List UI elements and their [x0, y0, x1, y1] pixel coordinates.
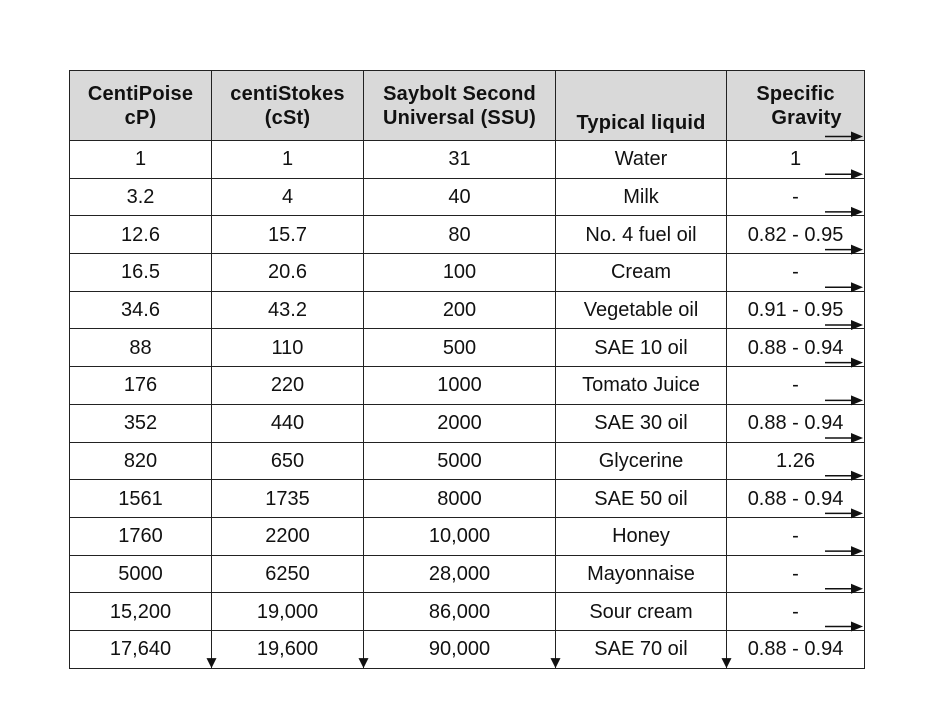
- cell-centipoise: 3.2: [70, 178, 212, 216]
- header-saybolt-line-2: Universal (SSU): [382, 106, 537, 129]
- cell-centistokes: 220: [212, 367, 364, 405]
- cell-typical-liquid: Cream: [556, 254, 727, 292]
- cell-specific-gravity: 0.91 - 0.95: [727, 291, 865, 329]
- table-row: [70, 517, 865, 555]
- cell-centistokes: 6250: [212, 555, 364, 593]
- cell-centistokes: 650: [212, 442, 364, 480]
- cell-saybolt: 90,000: [364, 630, 556, 668]
- cell-centipoise: 88: [70, 329, 212, 367]
- header-centistokes-line-1: centiStokes: [230, 82, 345, 105]
- cell-typical-liquid: Tomato Juice: [556, 367, 727, 405]
- header-centistokes: [212, 71, 364, 141]
- table-row: [70, 178, 865, 216]
- header-row: [70, 71, 865, 141]
- cell-centipoise: 15,200: [70, 593, 212, 631]
- cell-saybolt: 100: [364, 254, 556, 292]
- table-row: [70, 216, 865, 254]
- cell-specific-gravity: -: [727, 517, 865, 555]
- cell-typical-liquid: Glycerine: [556, 442, 727, 480]
- cell-specific-gravity: 0.88 - 0.94: [727, 630, 865, 668]
- cell-saybolt: 2000: [364, 404, 556, 442]
- cell-centistokes: 1735: [212, 480, 364, 518]
- cell-centistokes: 19,000: [212, 593, 364, 631]
- cell-centipoise: 1: [70, 141, 212, 179]
- cell-saybolt: 40: [364, 178, 556, 216]
- table-row: [70, 442, 865, 480]
- cell-specific-gravity: -: [727, 555, 865, 593]
- header-centipoise-line-1: CentiPoise: [87, 82, 194, 105]
- cell-saybolt: 80: [364, 216, 556, 254]
- cell-centistokes: 2200: [212, 517, 364, 555]
- cell-saybolt: 200: [364, 291, 556, 329]
- cell-specific-gravity: -: [727, 254, 865, 292]
- cell-centipoise: 820: [70, 442, 212, 480]
- cell-centistokes: 110: [212, 329, 364, 367]
- header-centistokes-line-2: (cSt): [264, 106, 311, 129]
- cell-saybolt: 500: [364, 329, 556, 367]
- cell-specific-gravity: 0.88 - 0.94: [727, 480, 865, 518]
- cell-centipoise: 34.6: [70, 291, 212, 329]
- header-centipoise: [70, 71, 212, 141]
- cell-typical-liquid: Water: [556, 141, 727, 179]
- cell-saybolt: 86,000: [364, 593, 556, 631]
- cell-saybolt: 28,000: [364, 555, 556, 593]
- cell-specific-gravity: 0.88 - 0.94: [727, 329, 865, 367]
- header-specific-gravity: [727, 71, 865, 141]
- table-row: [70, 555, 865, 593]
- cell-centipoise: 352: [70, 404, 212, 442]
- cell-typical-liquid: Vegetable oil: [556, 291, 727, 329]
- cell-typical-liquid: Honey: [556, 517, 727, 555]
- viscosity-table-wrapper: [69, 70, 864, 669]
- table-row: [70, 291, 865, 329]
- table-row: [70, 630, 865, 668]
- table-row: [70, 480, 865, 518]
- header-saybolt: [364, 71, 556, 141]
- table-row: [70, 254, 865, 292]
- cell-typical-liquid: SAE 30 oil: [556, 404, 727, 442]
- cell-saybolt: 5000: [364, 442, 556, 480]
- table-row: [70, 367, 865, 405]
- cell-centipoise: 1760: [70, 517, 212, 555]
- header-typical-liquid: [556, 71, 727, 141]
- header-specific-gravity-line-2: Gravity: [771, 106, 842, 129]
- header-centipoise-line-2: cP): [124, 106, 157, 129]
- cell-typical-liquid: Sour cream: [556, 593, 727, 631]
- viscosity-conversion-table: [69, 70, 865, 669]
- cell-specific-gravity: 1.26: [727, 442, 865, 480]
- cell-centipoise: 17,640: [70, 630, 212, 668]
- header-typical-liquid-line-1: Typical liquid: [576, 112, 706, 134]
- cell-centistokes: 440: [212, 404, 364, 442]
- cell-centipoise: 12.6: [70, 216, 212, 254]
- cell-centipoise: 16.5: [70, 254, 212, 292]
- cell-centistokes: 19,600: [212, 630, 364, 668]
- cell-saybolt: 1000: [364, 367, 556, 405]
- cell-centipoise: 1561: [70, 480, 212, 518]
- cell-centipoise: 176: [70, 367, 212, 405]
- cell-centipoise: 5000: [70, 555, 212, 593]
- cell-centistokes: 4: [212, 178, 364, 216]
- cell-saybolt: 10,000: [364, 517, 556, 555]
- header-specific-gravity-line-1: Specific: [756, 82, 835, 105]
- table-row: [70, 141, 865, 179]
- table-header: [70, 71, 865, 141]
- cell-typical-liquid: Milk: [556, 178, 727, 216]
- cell-centistokes: 15.7: [212, 216, 364, 254]
- cell-centistokes: 20.6: [212, 254, 364, 292]
- table-row: [70, 404, 865, 442]
- cell-typical-liquid: No. 4 fuel oil: [556, 216, 727, 254]
- cell-saybolt: 8000: [364, 480, 556, 518]
- table-body: [70, 141, 865, 669]
- cell-specific-gravity: -: [727, 367, 865, 405]
- cell-typical-liquid: SAE 10 oil: [556, 329, 727, 367]
- cell-typical-liquid: SAE 50 oil: [556, 480, 727, 518]
- cell-saybolt: 31: [364, 141, 556, 179]
- table-row: [70, 593, 865, 631]
- cell-specific-gravity: 0.82 - 0.95: [727, 216, 865, 254]
- cell-specific-gravity: 0.88 - 0.94: [727, 404, 865, 442]
- cell-specific-gravity: -: [727, 178, 865, 216]
- cell-typical-liquid: Mayonnaise: [556, 555, 727, 593]
- cell-centistokes: 43.2: [212, 291, 364, 329]
- cell-specific-gravity: 1: [727, 141, 865, 179]
- cell-specific-gravity: -: [727, 593, 865, 631]
- table-row: [70, 329, 865, 367]
- header-saybolt-line-1: Saybolt Second: [383, 82, 536, 105]
- cell-typical-liquid: SAE 70 oil: [556, 630, 727, 668]
- cell-centistokes: 1: [212, 141, 364, 179]
